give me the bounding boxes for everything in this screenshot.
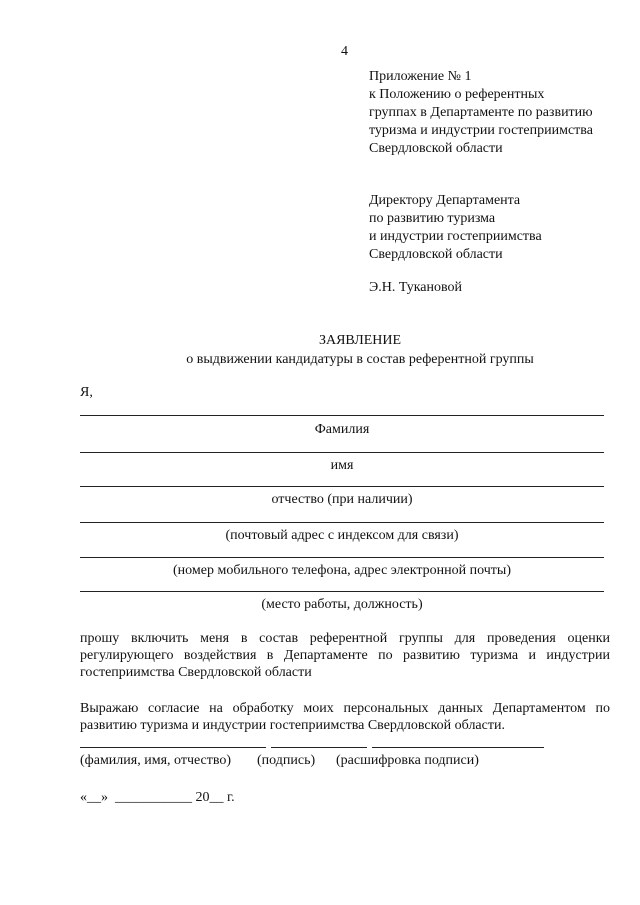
appendix-line: туризма и индустрии гостеприимства bbox=[369, 123, 593, 138]
field-caption-name: имя bbox=[330, 458, 354, 473]
appendix-line: Приложение № 1 bbox=[369, 69, 472, 84]
signature-line[interactable] bbox=[271, 747, 367, 748]
page-number: 4 bbox=[341, 44, 348, 59]
field-caption-address: (почтовый адрес с индексом для связи) bbox=[225, 528, 459, 543]
field-caption-contacts: (номер мобильного телефона, адрес электронной почты) bbox=[173, 563, 511, 578]
addressee-block bbox=[369, 192, 542, 264]
intro-text: Я, bbox=[80, 385, 93, 400]
decoding-line[interactable] bbox=[372, 747, 544, 748]
field-line[interactable] bbox=[80, 591, 604, 592]
decoding-caption: (расшифровка подписи) bbox=[336, 753, 479, 768]
addressee-line: и индустрии гостеприимства bbox=[369, 229, 542, 244]
appendix-line: Свердловской области bbox=[369, 141, 503, 156]
field-line[interactable] bbox=[80, 557, 604, 558]
addressee-line: по развитию туризма bbox=[369, 211, 496, 226]
document-subtitle: о выдвижении кандидатуры в состав референтной группы bbox=[186, 352, 534, 367]
addressee-line: Директору Департамента bbox=[369, 193, 521, 208]
addressee-name: Э.Н. Тукановой bbox=[369, 280, 463, 295]
addressee-line: Свердловской области bbox=[369, 247, 503, 262]
fio-caption: (фамилия, имя, отчество) bbox=[80, 753, 232, 768]
fio-line[interactable] bbox=[80, 747, 266, 748]
field-line[interactable] bbox=[80, 452, 604, 453]
appendix-line: группах в Департаменте по развитию bbox=[369, 105, 593, 120]
appendix-block bbox=[369, 68, 593, 158]
field-caption-patronymic: отчество (при наличии) bbox=[271, 492, 413, 507]
appendix-line: к Положению о референтных bbox=[369, 87, 545, 102]
signature-caption: (подпись) bbox=[257, 753, 316, 768]
field-line[interactable] bbox=[80, 486, 604, 487]
field-caption-surname: Фамилия bbox=[314, 422, 370, 437]
request-paragraph: прошу включить меня в состав референтной группы для проведения оценки регулирующего воздействия в Департаменте по развитию туризма и индустрии гостеприимства Свердловской области bbox=[80, 631, 610, 680]
field-caption-workplace: (место работы, должность) bbox=[261, 597, 423, 612]
field-line[interactable] bbox=[80, 415, 604, 416]
document-title: ЗАЯВЛЕНИЕ bbox=[318, 333, 402, 348]
field-line[interactable] bbox=[80, 522, 604, 523]
consent-paragraph: Выражаю согласие на обработку моих персональных данных Департаментом по развитию туризма и индустрии гостеприимства Свердловской области. bbox=[80, 701, 610, 733]
date-line: «__» ___________ 20__ г. bbox=[80, 790, 235, 805]
